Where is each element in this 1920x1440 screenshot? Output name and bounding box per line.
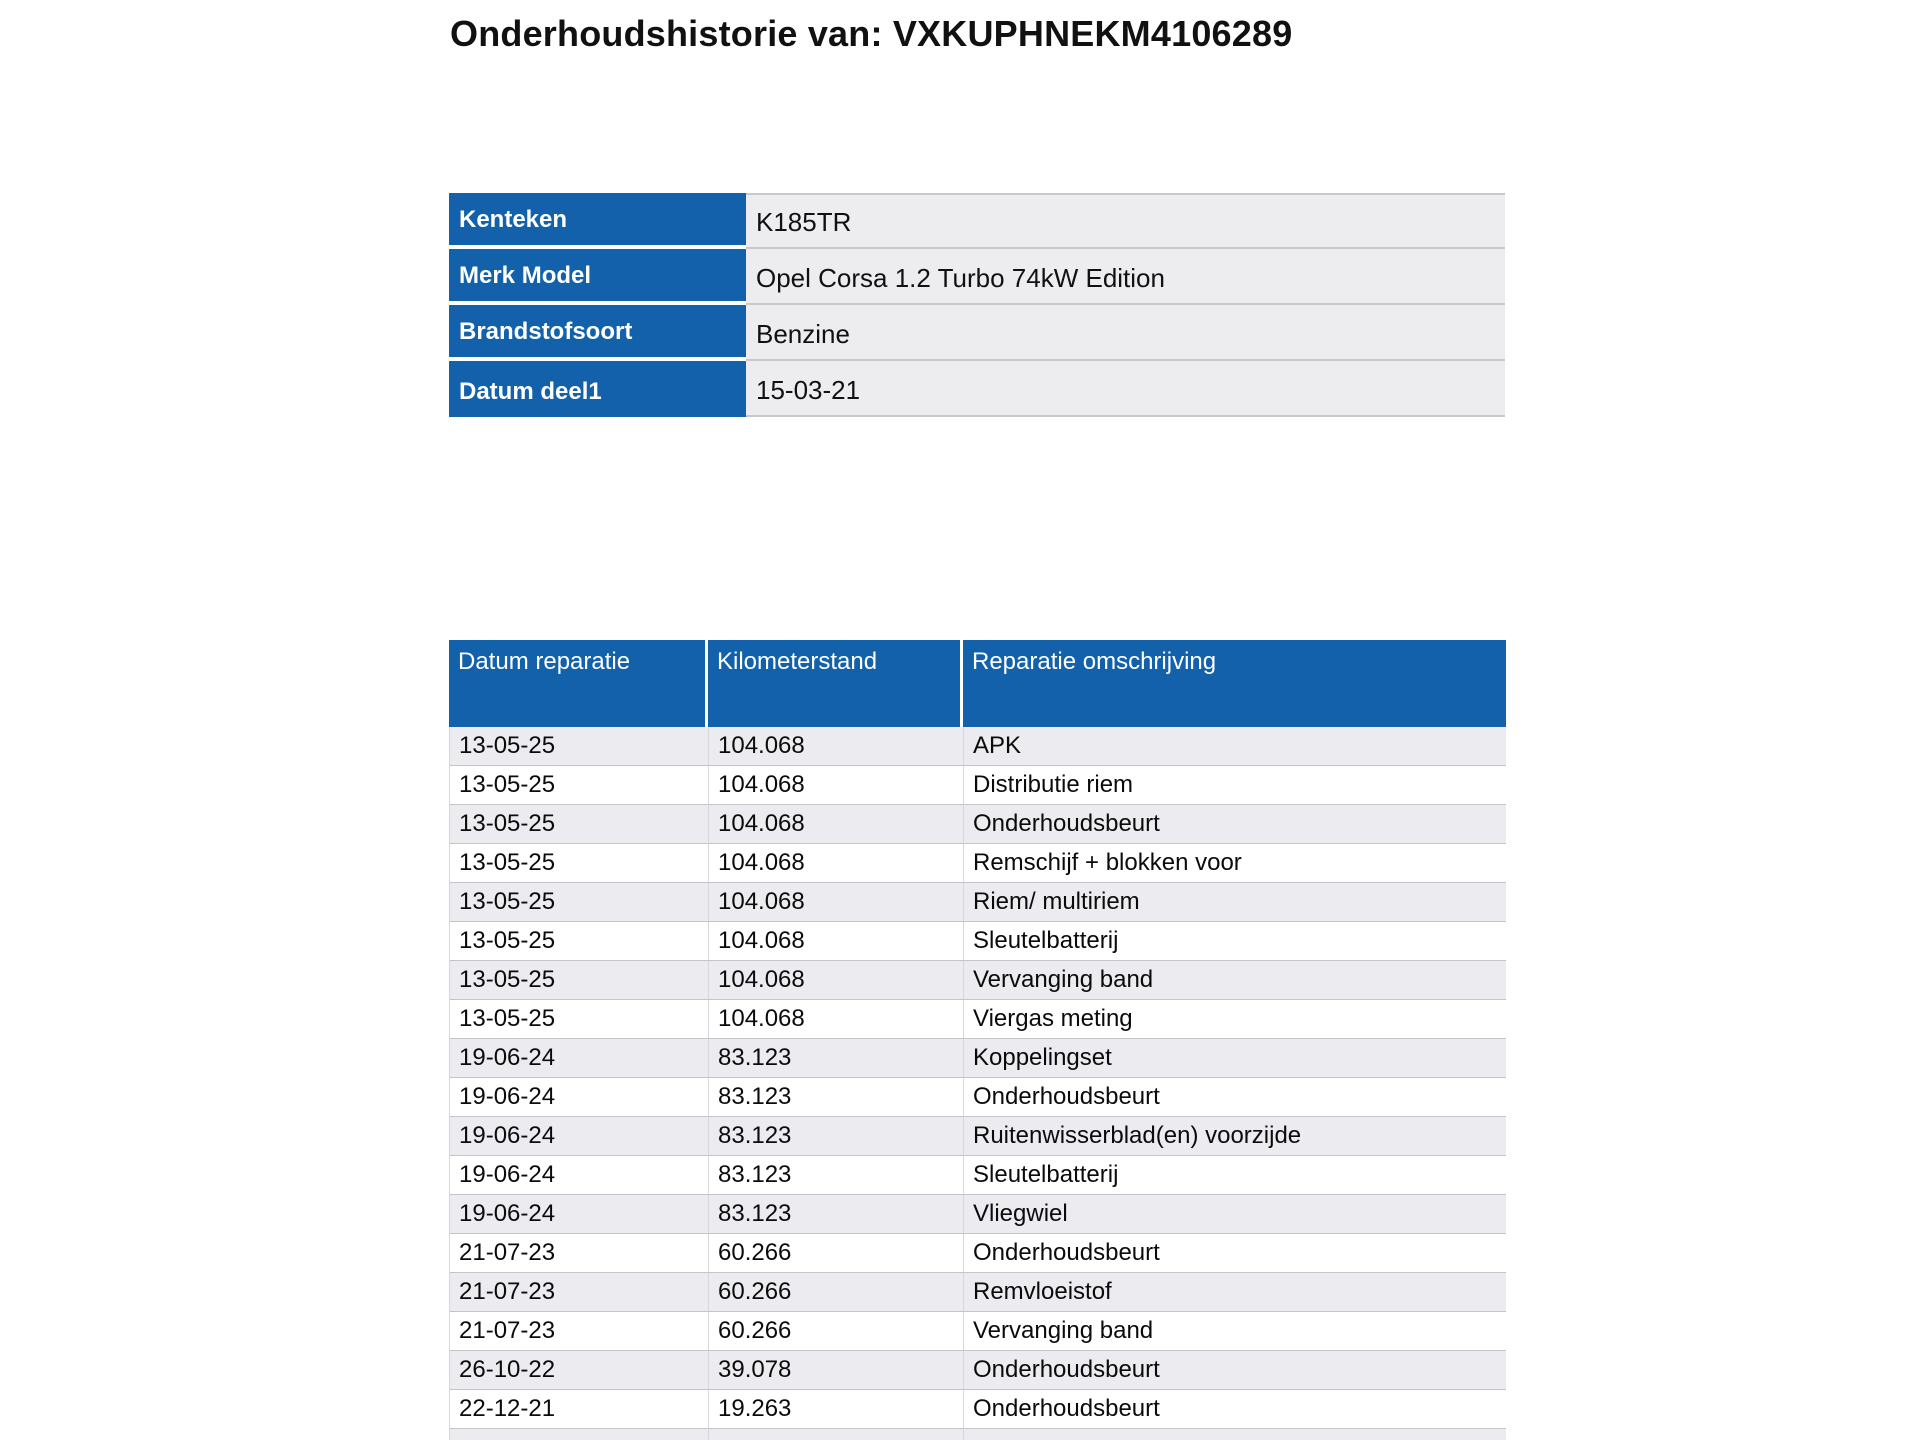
cell-date: 13-05-25 [450, 961, 709, 999]
table-row [450, 922, 1506, 961]
cell-mileage: 104.068 [709, 922, 964, 960]
cell-date: 19-06-24 [450, 1195, 709, 1233]
vehicle-info-table [449, 193, 1505, 417]
vehicle-info-label: Kenteken [449, 193, 746, 249]
cell-date: 13-05-25 [450, 805, 709, 843]
column-header-datum-reparatie: Datum reparatie [449, 640, 708, 727]
repairs-header-row [449, 640, 1506, 727]
table-row [450, 805, 1506, 844]
table-row [450, 1351, 1506, 1390]
cell-mileage: 104.068 [709, 883, 964, 921]
table-row [450, 961, 1506, 1000]
cell-mileage: 104.068 [709, 727, 964, 765]
table-row [450, 1117, 1506, 1156]
cell-description: APK [973, 732, 1022, 759]
cell-date: 19-06-24 [450, 1078, 709, 1116]
table-row [450, 766, 1506, 805]
cell-description: Koppelingset [973, 1044, 1112, 1071]
table-row [450, 1234, 1506, 1273]
table-row [450, 1273, 1506, 1312]
cell-date: 22-12-21 [450, 1390, 709, 1428]
vehicle-info-label: Datum deel1 [449, 361, 746, 417]
cell-description: Vervanging band [973, 966, 1154, 993]
table-row [450, 883, 1506, 922]
table-row [449, 249, 1505, 305]
cell-description: Vliegwiel [973, 1200, 1068, 1227]
cell-mileage: 104.068 [709, 766, 964, 804]
table-row [450, 1312, 1506, 1351]
cell-date: 19-06-24 [450, 1039, 709, 1077]
cell-date: 26-10-22 [450, 1351, 709, 1389]
cell-description: Vervanging band [973, 1317, 1154, 1344]
cell-description: Onderhoudsbeurt [973, 1356, 1160, 1383]
cell-description: Onderhoudsbeurt [973, 1239, 1160, 1266]
cell-description: Onderhoudsbeurt [973, 1395, 1160, 1422]
table-row [450, 844, 1506, 883]
cell-date: 19-06-24 [450, 1156, 709, 1194]
cell-description: Remvloeistof [973, 1278, 1112, 1305]
cell-description: Sleutelbatterij [973, 927, 1119, 954]
cell-date: 21-07-23 [450, 1234, 709, 1272]
table-row [449, 305, 1505, 361]
cell-mileage [709, 1429, 964, 1440]
cell-date: 19-06-24 [450, 1117, 709, 1155]
cell-description: Sleutelbatterij [973, 1161, 1119, 1188]
cell-date: 13-05-25 [450, 766, 709, 804]
table-row [450, 1156, 1506, 1195]
table-row [450, 1039, 1506, 1078]
cell-mileage: 19.263 [709, 1390, 964, 1428]
cell-mileage: 104.068 [709, 805, 964, 843]
cell-mileage: 83.123 [709, 1195, 964, 1233]
cell-mileage: 83.123 [709, 1078, 964, 1116]
cell-description: Distributie riem [973, 771, 1134, 798]
cell-date: 13-05-25 [450, 883, 709, 921]
table-row-partial [450, 1429, 1506, 1440]
cell-mileage: 60.266 [709, 1273, 964, 1311]
cell-description: Onderhoudsbeurt [973, 1083, 1160, 1110]
table-row [449, 193, 1505, 249]
vehicle-info-value: K185TR [746, 193, 1505, 249]
cell-mileage: 60.266 [709, 1312, 964, 1350]
vehicle-info-value: 15-03-21 [746, 361, 1505, 417]
page-title: Onderhoudshistorie van: VXKUPHNEKM4106289 [450, 13, 1293, 54]
cell-mileage: 104.068 [709, 961, 964, 999]
vehicle-info-value: Benzine [746, 305, 1505, 361]
cell-mileage: 83.123 [709, 1117, 964, 1155]
column-header-reparatie-omschrijving: Reparatie omschrijving [963, 640, 1506, 727]
table-row [450, 1195, 1506, 1234]
cell-date: 13-05-25 [450, 922, 709, 960]
repairs-table [449, 640, 1506, 1440]
cell-description: Remschijf + blokken voor [973, 849, 1242, 876]
cell-mileage: 83.123 [709, 1039, 964, 1077]
cell-mileage: 104.068 [709, 1000, 964, 1038]
cell-description: Riem/ multiriem [973, 888, 1140, 915]
cell-date: 21-07-23 [450, 1273, 709, 1311]
cell-description: Onderhoudsbeurt [973, 810, 1160, 837]
cell-mileage: 83.123 [709, 1156, 964, 1194]
vehicle-info-label: Brandstofsoort [449, 305, 746, 361]
table-row [449, 361, 1505, 417]
repairs-rows [449, 727, 1506, 1440]
cell-date: 13-05-25 [450, 844, 709, 882]
cell-description: Ruitenwisserblad(en) voorzijde [973, 1122, 1302, 1149]
cell-mileage: 60.266 [709, 1234, 964, 1272]
vehicle-info-value: Opel Corsa 1.2 Turbo 74kW Edition [746, 249, 1505, 305]
cell-description: Viergas meting [973, 1005, 1133, 1032]
cell-date: 13-05-25 [450, 1000, 709, 1038]
vehicle-info-label: Merk Model [449, 249, 746, 305]
table-row [450, 727, 1506, 766]
cell-date [450, 1429, 709, 1440]
table-row [450, 1000, 1506, 1039]
cell-date: 21-07-23 [450, 1312, 709, 1350]
cell-description [964, 1429, 1506, 1440]
table-row [450, 1078, 1506, 1117]
cell-mileage: 39.078 [709, 1351, 964, 1389]
cell-mileage: 104.068 [709, 844, 964, 882]
table-row [450, 1390, 1506, 1429]
cell-date: 13-05-25 [450, 727, 709, 765]
column-header-kilometerstand: Kilometerstand [708, 640, 963, 727]
